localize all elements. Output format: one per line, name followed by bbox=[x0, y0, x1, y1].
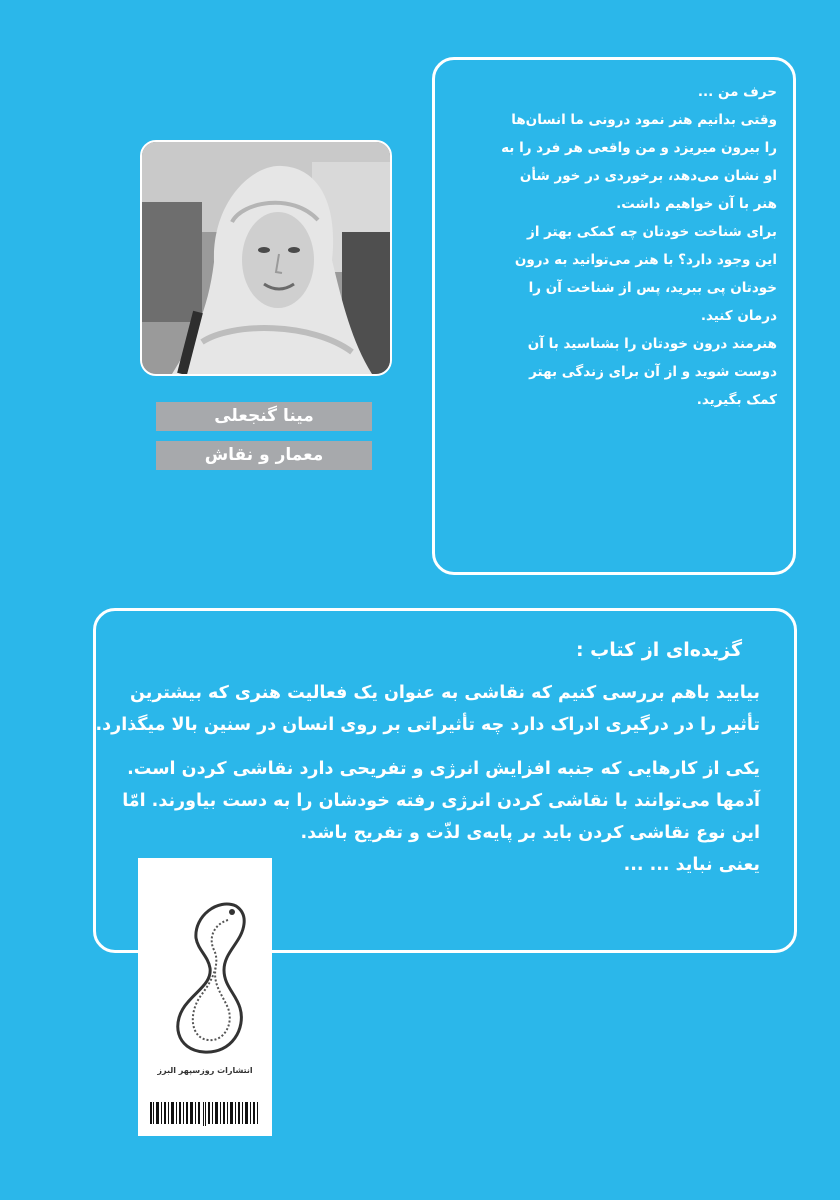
author-note-line: را بیرون میریزد و من واقعی هر فرد را به bbox=[501, 140, 777, 156]
author-note-line: دوست شوید و از آن برای زندگی بهتر bbox=[529, 364, 777, 380]
excerpt-paragraph-1 bbox=[95, 677, 760, 741]
author-note-line: حرف من ... bbox=[697, 84, 777, 100]
author-photo bbox=[140, 140, 392, 376]
author-note-line: وقتی بدانیم هنر نمود درونی ما انسان‌ها bbox=[511, 112, 777, 128]
excerpt-line: این نوع نقاشی کردن باید بر پایه‌ی لذّت و تفریح باشد. bbox=[300, 823, 760, 843]
author-note-line: برای شناخت خودتان چه کمکی بهتر از bbox=[527, 224, 777, 240]
excerpt-line: یکی از کارهایی که جنبه افزایش انرژی و تفریحی دارد نقاشی کردن است. bbox=[127, 759, 760, 779]
publisher-name: انتشارات روزسپهر البرز bbox=[157, 1066, 253, 1075]
author-note-line: درمان کنید. bbox=[700, 308, 777, 324]
excerpt-line: بیایید باهم بررسی کنیم که نقاشی به عنوان یک فعالیت هنری که بیشترین bbox=[130, 683, 760, 703]
author-note-line: هنر با آن خواهیم داشت. bbox=[616, 196, 777, 212]
author-note-line: خودتان پی ببرید، پس از شناخت آن را bbox=[528, 280, 777, 296]
author-note-box bbox=[432, 57, 796, 575]
publisher-card bbox=[138, 858, 272, 1136]
excerpt-heading: گزیده‌ای از کتاب : bbox=[575, 639, 742, 661]
portrait-image bbox=[142, 142, 390, 374]
author-note-line: او نشان می‌دهد، برخوردی در خور شأن bbox=[519, 168, 777, 184]
author-note-line: هنرمند درون خودتان را بشناسید با آن bbox=[527, 336, 777, 352]
excerpt-line: تأثیر را در درگیری ادراک دارد چه تأثیراتی بر روی انسان در سنین بالا میگذارد. bbox=[95, 715, 760, 735]
author-note-line: این وجود دارد؟ با هنر می‌توانید به درون bbox=[514, 252, 777, 268]
excerpt-line: یعنی نباید ... ... bbox=[623, 855, 760, 875]
barcode-icon bbox=[146, 1102, 264, 1128]
author-name: مینا گنجعلی bbox=[156, 402, 372, 431]
author-note-line: کمک بگیرید. bbox=[696, 392, 777, 408]
author-title: معمار و نقاش bbox=[156, 441, 372, 470]
teardrop-paisley-icon bbox=[158, 898, 252, 1058]
excerpt-line: آدمها می‌توانند با نقاشی کردن انرژی رفته خودشان را به دست بیاورند. امّا bbox=[122, 791, 760, 811]
